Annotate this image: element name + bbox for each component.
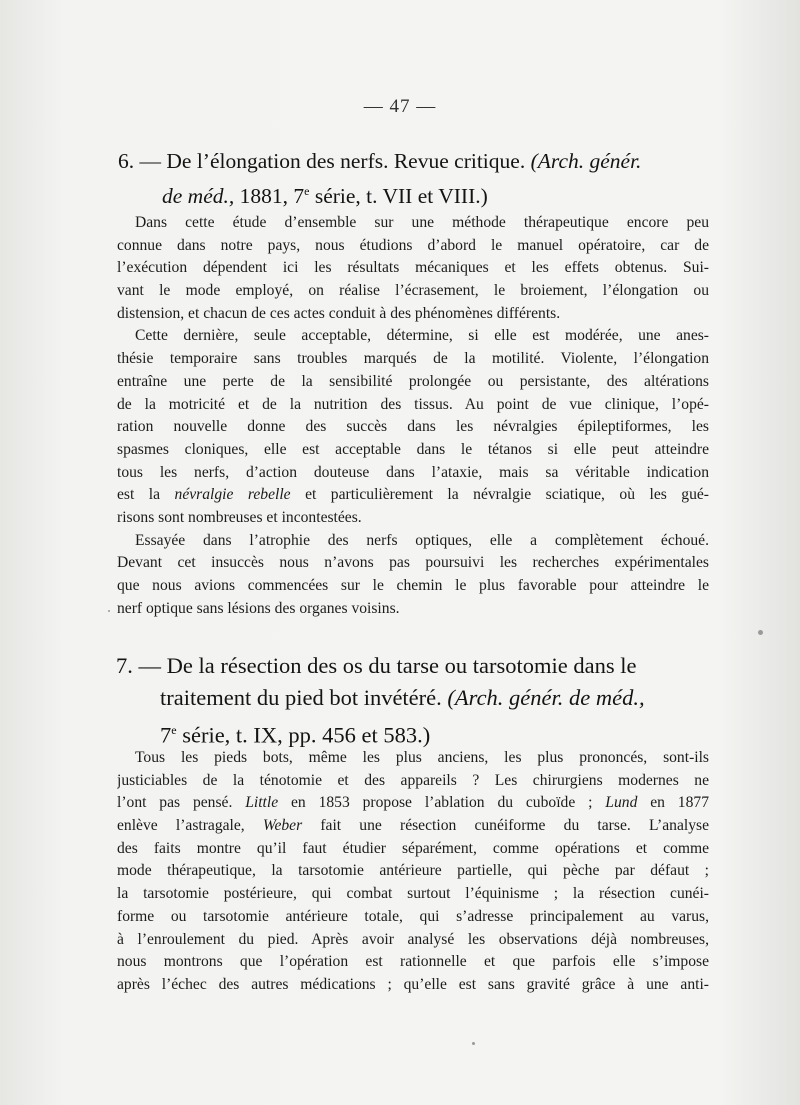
entry-7-journal-ref: (Arch. génér. de méd., — [447, 685, 645, 710]
entry-6-series: série, t. VII et VIII.) — [314, 184, 488, 209]
text-line: connue dans notre pays, nous étudions d’abord le manuel opératoire, car de — [117, 236, 709, 254]
entry-6-year: 1881, 7 — [239, 184, 305, 209]
entry-6-title-line-2 — [118, 176, 728, 211]
entry-6-title — [118, 146, 728, 211]
text-line: Essayée dans l’atrophie des nerfs optiques, elle a complètement échoué. — [135, 531, 709, 549]
text-line: forme ou tarsotomie antérieure totale, qui s’adresse principalement au varus, — [117, 907, 709, 925]
text-line: enlève l’astragale, Weber fait une résection cunéiforme du tarse. L’analyse — [117, 817, 709, 835]
entry-7-title-line-3 — [116, 714, 726, 752]
text-line: à l’enroulement du pied. Après avoir analysé les observations déjà nombreuses, — [117, 930, 709, 948]
text-line: thésie temporaire sans troubles marqués de la motilité. Violente, l’élongation — [117, 350, 709, 368]
text-line: ration nouvelle donne des succès dans les névralgies épileptiformes, les — [117, 418, 709, 436]
text-line: Tous les pieds bots, même les plus anciens, les plus prononcés, sont-ils — [135, 749, 709, 766]
scan-speck — [472, 1042, 475, 1045]
page-number: — 47 — — [363, 96, 437, 117]
text-line: nerf optique sans lésions des organes voisins. — [117, 599, 400, 617]
entry-7-title — [116, 650, 726, 752]
entry-7-body — [117, 747, 709, 997]
text-line: mode thérapeutique, la tarsotomie antérieure partielle, qui pèche par défaut ; — [117, 862, 709, 880]
entry-7-series-num: 7 — [160, 722, 172, 748]
text-line: entraîne une perte de la sensibilité prolongée ou persistante, des altérations — [117, 372, 709, 390]
scan-speck — [108, 610, 110, 612]
text-line: après l’échec des autres médications ; qu’elle est sans gravité grâce à une anti- — [117, 975, 709, 993]
text-line: Devant cet insuccès nous n’avons pas poursuivi les recherches expérimentales — [117, 554, 709, 572]
scan-speck — [758, 630, 763, 635]
entry-6-number: 6. — [118, 149, 135, 173]
entry-7-number: 7. — [116, 653, 133, 678]
entry-7-title-line-2 — [116, 682, 726, 714]
text-line: l’exécution dépendent ici les résultats mécaniques et les effets obtenus. Sui- — [117, 259, 709, 277]
entry-7-series: série, t. IX, pp. 456 et 583.) — [182, 722, 431, 748]
text-line: des faits montre qu’il faut étudier séparément, comme opérations et comme — [117, 839, 709, 857]
text-line-with-italic: est la névralgie rebelle et particulièrement la névralgie sciatique, où les gué- — [117, 486, 709, 504]
text-line: nous montrons que l’opération est rationnelle et que parfois elle s’impose — [117, 953, 709, 971]
entry-7-title-text-cont: traitement du pied bot invétéré. — [160, 685, 442, 710]
text-line: la tarsotomie postérieure, qui combat surtout l’équinisme ; la résection cunéi- — [117, 885, 709, 903]
entry-6-body — [117, 212, 709, 620]
entry-7-title-line-1 — [116, 650, 726, 682]
entry-6-dash: — — [139, 149, 161, 173]
text-line: risons sont nombreuses et incontestées. — [117, 508, 362, 526]
entry-6-journal-ref-cont: de méd., — [162, 184, 235, 209]
text-line: Dans cette étude d’ensemble sur une méthode thérapeutique encore peu — [135, 214, 709, 231]
entry-6-title-text: De l’élongation des nerfs. Revue critique. — [166, 149, 526, 173]
entry-7-title-text: De la résection des os du tarse ou tarsotomie dans le — [166, 653, 637, 678]
text-line: Cette dernière, seule acceptable, détermine, si elle est modérée, une anes- — [135, 327, 709, 345]
entry-6-title-line-1 — [118, 146, 728, 176]
text-line: distension, et chacun de ces actes conduit à des phénomènes différents. — [117, 304, 561, 322]
text-line: de la motricité et de la nutrition des tissus. Au point de vue clinique, l’opé- — [117, 395, 709, 413]
text-line: justiciables de la ténotomie et des appareils ? Les chirurgiens modernes ne — [117, 771, 709, 789]
text-line: spasmes cloniques, elle est acceptable dans le tétanos si elle peut atteindre — [117, 440, 709, 458]
entry-6-journal-ref: (Arch. génér. — [530, 149, 642, 173]
entry-6-sup: e — [304, 184, 310, 198]
text-line: que nous avions commencées sur le chemin le plus favorable pour atteindre le — [117, 577, 709, 594]
entry-7-sup: e — [171, 723, 177, 737]
text-line: l’ont pas pensé. Little en 1853 propose l’ablation du cuboïde ; Lund en 1877 — [117, 794, 709, 812]
entry-7-dash: — — [138, 653, 161, 678]
text-line: tous les nerfs, d’action douteuse dans l’ataxie, mais sa véritable indication — [117, 463, 709, 481]
text-line: vant le mode employé, on réalise l’écrasement, le broiement, l’élongation ou — [117, 282, 709, 300]
